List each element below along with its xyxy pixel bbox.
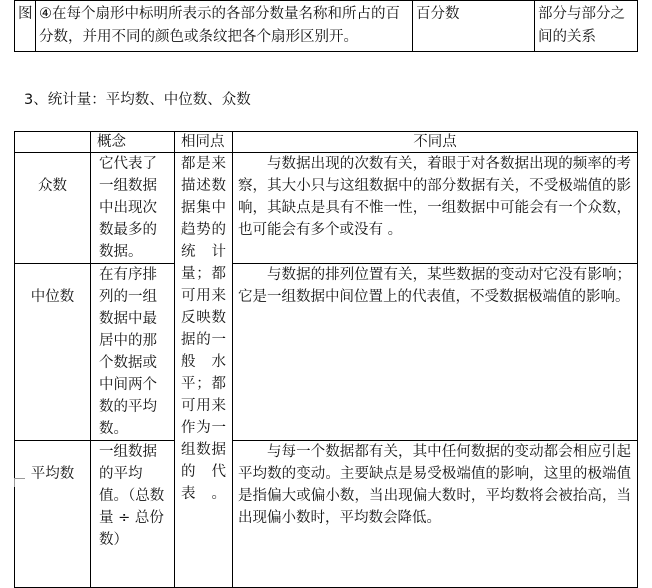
figure-fragment-table [14, 0, 638, 52]
relation-label: 部分与部分之间的关系 [538, 6, 625, 45]
term-cell: 众数 [15, 153, 91, 264]
term-cell: 中位数 [15, 264, 91, 441]
header-common: 相同点 [175, 132, 233, 153]
header-concept: 概念 [91, 132, 175, 153]
percent-cell [413, 1, 535, 52]
term-cell: 平均数 [15, 441, 91, 588]
figure-fragment-row [15, 1, 638, 52]
table-row-mean [15, 441, 638, 588]
section-title [24, 90, 251, 110]
difference-cell: 与数据的排列位置有关，某些数据的变动对它没有影响；它是一组数据中间位置上的代表值，不受数据极端值的影响。 [233, 264, 638, 441]
common-point-cell: 都是来描述数据集中趋势的统计量；都可用来反映数据的一般水平；都可用来作为一组数据的代表。 [175, 153, 233, 588]
header-row [15, 132, 638, 153]
header-difference: 不同点 [233, 132, 638, 153]
relation-cell [535, 1, 638, 52]
section-title-text: 3、统计量：平均数、中位数、众数 [24, 92, 251, 108]
concept-cell: 一组数据的平均值。（总数量 ÷ 总份数） [91, 441, 175, 588]
difference-cell: 与每一个数据都有关，其中任何数据的变动都会相应引起平均数的变动。主要缺点是易受极端值的影响，这里的极端值是指偏大或偏小数，当出现偏大数时，平均数将会被抬高，当出现偏小数时，平均数会降低。 [233, 441, 638, 588]
header-blank [15, 132, 91, 153]
table-row-median [15, 264, 638, 441]
statistics-table [14, 131, 638, 588]
difference-cell: 与数据出现的次数有关，着眼于对各数据出现的频率的考察，其大小只与这组数据中的部分数据有关，不受极端值的影响，其缺点是具有不惟一性，一组数据中可能会有一个众数，也可能会有多个或没有 。 [233, 153, 638, 264]
concept-cell: 在有序排列的一组数据中最居中的那个数据或中间两个数的平均数。 [91, 264, 175, 441]
pie-description-text: ④在每个扇形中标明所表示的各部分数量名称和所占的百分数，并用不同的颜色或条纹把各个扇形区别开。 [39, 6, 400, 45]
corner-marker [14, 478, 25, 487]
concept-cell: 它代表了一组数据中出现次数最多的数据。 [91, 153, 175, 264]
description-cell [36, 1, 413, 52]
table-row-mode [15, 153, 638, 264]
figure-label: 图 [18, 6, 33, 22]
percent-label: 百分数 [416, 6, 460, 22]
figure-label-cell [15, 1, 36, 52]
